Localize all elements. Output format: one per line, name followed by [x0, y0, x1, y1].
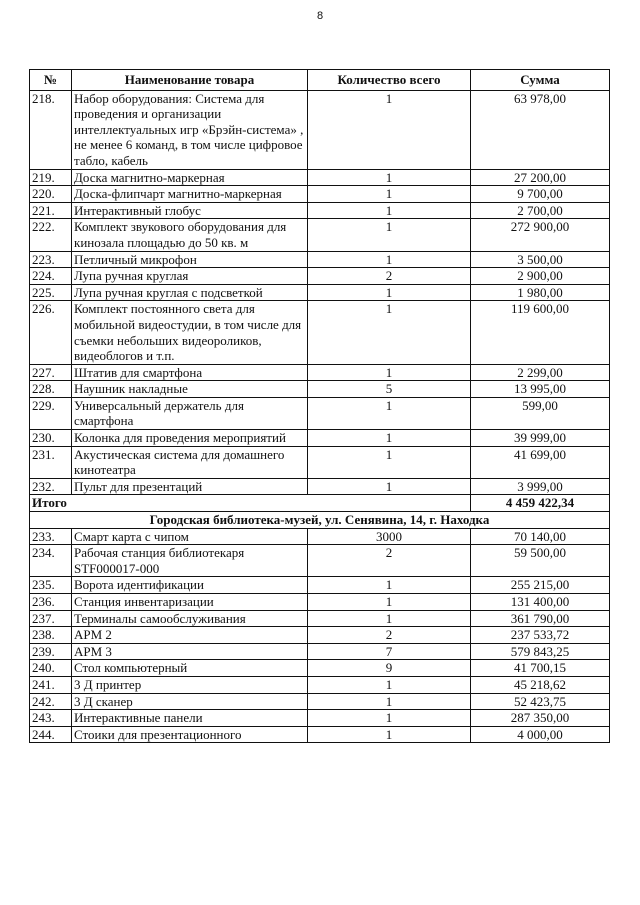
cell-qty: 1 [308, 676, 471, 693]
cell-name: Универсальный держатель для смартфона [72, 397, 308, 429]
table-row [30, 594, 610, 611]
cell-qty: 1 [308, 610, 471, 627]
table-row [30, 90, 610, 169]
cell-name: АРМ 3 [72, 643, 308, 660]
header-sum: Сумма [471, 70, 610, 91]
table-row [30, 202, 610, 219]
cell-name: Наушник накладные [72, 381, 308, 398]
table-header-row [30, 70, 610, 91]
cell-name: Пульт для презентаций [72, 478, 308, 495]
cell-num: 223. [30, 251, 72, 268]
cell-sum: 39 999,00 [471, 430, 610, 447]
cell-qty: 1 [308, 430, 471, 447]
cell-sum: 3 500,00 [471, 251, 610, 268]
cell-qty: 9 [308, 660, 471, 677]
cell-sum: 70 140,00 [471, 528, 610, 545]
cell-sum: 119 600,00 [471, 301, 610, 364]
cell-name: Штатив для смартфона [72, 364, 308, 381]
table-row [30, 710, 610, 727]
cell-sum: 255 215,00 [471, 577, 610, 594]
cell-qty: 2 [308, 545, 471, 577]
cell-qty: 1 [308, 219, 471, 251]
cell-sum: 41 699,00 [471, 446, 610, 478]
cell-sum: 59 500,00 [471, 545, 610, 577]
cell-name: Станция инвентаризации [72, 594, 308, 611]
cell-name: Колонка для проведения мероприятий [72, 430, 308, 447]
table-row [30, 660, 610, 677]
cell-name: Терминалы самообслуживания [72, 610, 308, 627]
cell-qty: 1 [308, 710, 471, 727]
table-row [30, 693, 610, 710]
cell-sum: 63 978,00 [471, 90, 610, 169]
cell-qty: 1 [308, 726, 471, 743]
cell-sum: 9 700,00 [471, 186, 610, 203]
cell-sum: 579 843,25 [471, 643, 610, 660]
cell-num: 237. [30, 610, 72, 627]
cell-name: Доска-флипчарт магнитно-маркерная [72, 186, 308, 203]
table-row [30, 577, 610, 594]
cell-num: 231. [30, 446, 72, 478]
cell-num: 239. [30, 643, 72, 660]
cell-sum: 599,00 [471, 397, 610, 429]
cell-num: 242. [30, 693, 72, 710]
total-row [30, 495, 610, 512]
cell-name: Доска магнитно-маркерная [72, 169, 308, 186]
cell-name: Петличный микрофон [72, 251, 308, 268]
cell-name: Лупа ручная круглая с подсветкой [72, 284, 308, 301]
cell-sum: 2 299,00 [471, 364, 610, 381]
goods-table [29, 69, 610, 743]
table-row [30, 397, 610, 429]
cell-name: Стоики для презентационного [72, 726, 308, 743]
cell-num: 219. [30, 169, 72, 186]
table-row [30, 676, 610, 693]
table-body-items [30, 90, 610, 495]
cell-qty: 1 [308, 284, 471, 301]
cell-num: 225. [30, 284, 72, 301]
cell-qty: 1 [308, 169, 471, 186]
table-row [30, 268, 610, 285]
cell-num: 233. [30, 528, 72, 545]
cell-num: 235. [30, 577, 72, 594]
total-sum: 4 459 422,34 [471, 495, 610, 512]
cell-qty: 1 [308, 577, 471, 594]
cell-name: Комплект звукового оборудования для кинозала площадью до 50 кв. м [72, 219, 308, 251]
table-row [30, 251, 610, 268]
section-header-row [30, 512, 610, 529]
cell-name: Интерактивный глобус [72, 202, 308, 219]
cell-num: 236. [30, 594, 72, 611]
table-row [30, 726, 610, 743]
cell-num: 221. [30, 202, 72, 219]
cell-num: 230. [30, 430, 72, 447]
cell-num: 218. [30, 90, 72, 169]
cell-name: Акустическая система для домашнего кинотеатра [72, 446, 308, 478]
cell-num: 238. [30, 627, 72, 644]
cell-num: 226. [30, 301, 72, 364]
cell-qty: 1 [308, 446, 471, 478]
table-row [30, 301, 610, 364]
cell-name: Рабочая станция библиотекаря STF000017-000 [72, 545, 308, 577]
cell-qty: 2 [308, 627, 471, 644]
cell-num: 243. [30, 710, 72, 727]
cell-qty: 1 [308, 594, 471, 611]
cell-sum: 287 350,00 [471, 710, 610, 727]
cell-sum: 45 218,62 [471, 676, 610, 693]
cell-num: 232. [30, 478, 72, 495]
table-row [30, 169, 610, 186]
cell-name: АРМ 2 [72, 627, 308, 644]
cell-qty: 3000 [308, 528, 471, 545]
table-row [30, 219, 610, 251]
cell-qty: 7 [308, 643, 471, 660]
header-num: № [30, 70, 72, 91]
cell-num: 224. [30, 268, 72, 285]
table-row [30, 478, 610, 495]
cell-num: 222. [30, 219, 72, 251]
cell-name: Ворота идентификации [72, 577, 308, 594]
cell-num: 241. [30, 676, 72, 693]
cell-qty: 1 [308, 186, 471, 203]
cell-sum: 2 900,00 [471, 268, 610, 285]
cell-sum: 52 423,75 [471, 693, 610, 710]
table-row [30, 430, 610, 447]
cell-sum: 1 980,00 [471, 284, 610, 301]
table-row [30, 446, 610, 478]
cell-qty: 1 [308, 251, 471, 268]
header-qty: Количество всего [308, 70, 471, 91]
cell-name: 3 Д сканер [72, 693, 308, 710]
cell-sum: 4 000,00 [471, 726, 610, 743]
header-name: Наименование товара [72, 70, 308, 91]
cell-qty: 1 [308, 397, 471, 429]
cell-sum: 27 200,00 [471, 169, 610, 186]
cell-num: 227. [30, 364, 72, 381]
cell-sum: 13 995,00 [471, 381, 610, 398]
section-title: Городская библиотека-музей, ул. Сенявина, 14, г. Находка [30, 512, 610, 529]
cell-num: 234. [30, 545, 72, 577]
cell-qty: 2 [308, 268, 471, 285]
table-row [30, 381, 610, 398]
cell-qty: 1 [308, 693, 471, 710]
table-row [30, 528, 610, 545]
cell-name: Набор оборудования: Система для проведения и организации интеллектуальных игр «Брэйн-система» , не менее 6 команд, в том числе цифровое табло, кабель [72, 90, 308, 169]
cell-sum: 2 700,00 [471, 202, 610, 219]
cell-name: Смарт карта с чипом [72, 528, 308, 545]
table-row [30, 610, 610, 627]
cell-num: 228. [30, 381, 72, 398]
cell-name: Интерактивные панели [72, 710, 308, 727]
cell-sum: 41 700,15 [471, 660, 610, 677]
page-number: 8 [316, 10, 324, 22]
table-row [30, 545, 610, 577]
cell-sum: 361 790,00 [471, 610, 610, 627]
cell-sum: 237 533,72 [471, 627, 610, 644]
cell-qty: 1 [308, 90, 471, 169]
cell-sum: 3 999,00 [471, 478, 610, 495]
table-row [30, 364, 610, 381]
cell-sum: 131 400,00 [471, 594, 610, 611]
cell-qty: 1 [308, 478, 471, 495]
cell-name: Стол компьютерный [72, 660, 308, 677]
table-row [30, 284, 610, 301]
cell-num: 240. [30, 660, 72, 677]
cell-qty: 1 [308, 364, 471, 381]
table-body-library-items [30, 528, 610, 743]
cell-qty: 5 [308, 381, 471, 398]
cell-name: 3 Д принтер [72, 676, 308, 693]
table-row [30, 643, 610, 660]
cell-name: Лупа ручная круглая [72, 268, 308, 285]
cell-qty: 1 [308, 301, 471, 364]
total-label: Итого [30, 495, 471, 512]
cell-num: 229. [30, 397, 72, 429]
table-row [30, 186, 610, 203]
cell-num: 220. [30, 186, 72, 203]
cell-qty: 1 [308, 202, 471, 219]
table-row [30, 627, 610, 644]
cell-name: Комплект постоянного света для мобильной видеостудии, в том числе для съемки небольших видеороликов, видеоблогов и т.п. [72, 301, 308, 364]
cell-sum: 272 900,00 [471, 219, 610, 251]
cell-num: 244. [30, 726, 72, 743]
table-body-total [30, 495, 610, 528]
